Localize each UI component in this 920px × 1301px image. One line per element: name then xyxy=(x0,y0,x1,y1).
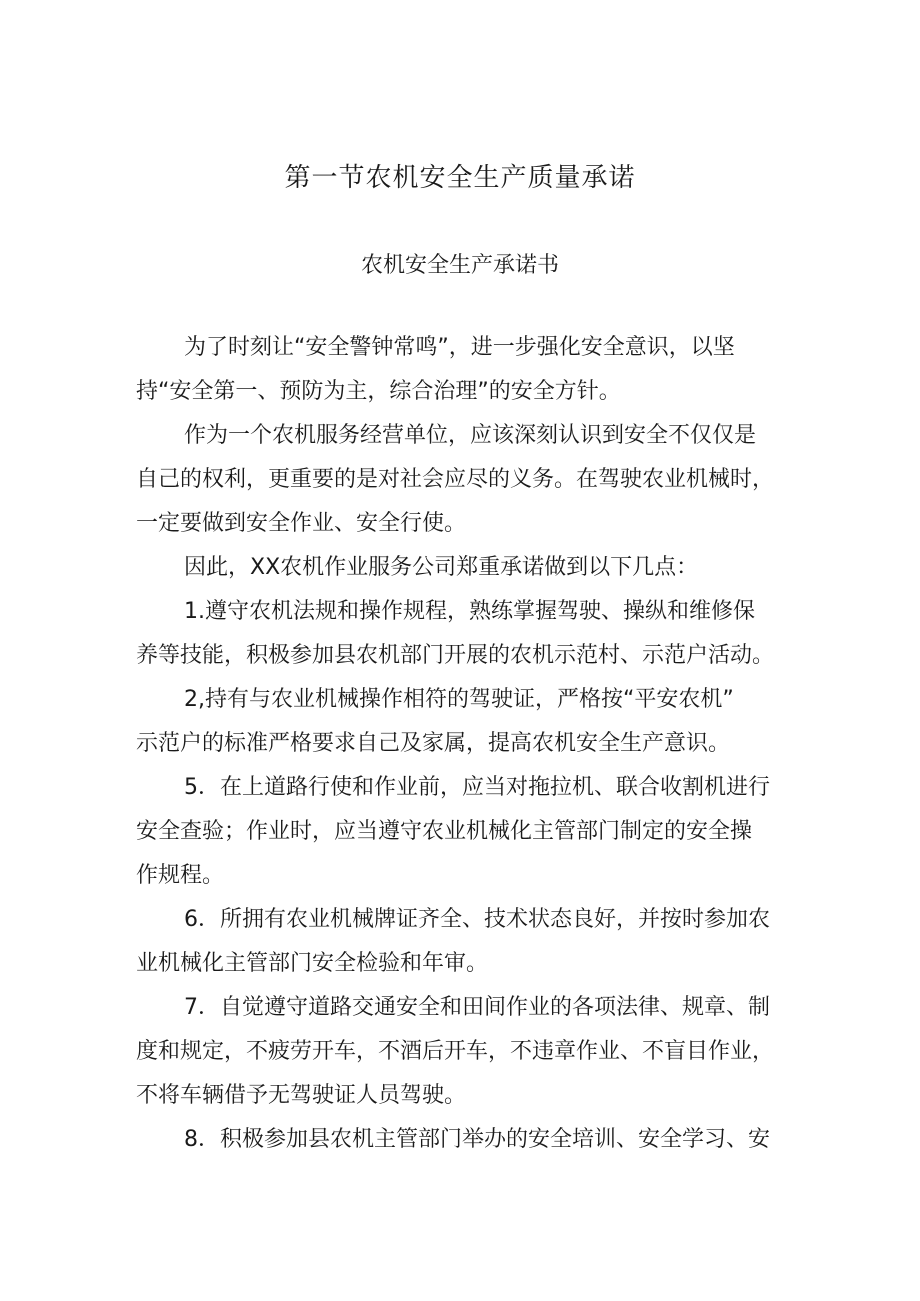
page-subtitle: 农机安全生产承诺书 xyxy=(360,253,559,278)
body-line: 一定要做到安全作业、安全行使。 xyxy=(136,511,467,536)
body-line: 业机械化主管部门安全检验和年审。 xyxy=(136,951,489,976)
page-title: 第一节农机安全生产质量承诺 xyxy=(284,163,636,193)
body-line: 作规程。 xyxy=(136,863,225,888)
body-line: 为了时刻让“安全警钟常鸣”，进一步强化安全意识，以坚 xyxy=(184,335,735,360)
body-line: 持“安全第一、预防为主，综合治理”的安全方针。 xyxy=(136,379,621,404)
body-line: 示范户的标准严格要求自己及家属，提高农机安全生产意识。 xyxy=(136,731,731,756)
body-line: 不将车辆借予无驾驶证人员驾驶。 xyxy=(136,1083,467,1108)
body-line: 因此，XX农机作业服务公司郑重承诺做到以下几点： xyxy=(184,555,699,580)
body-line: 安全查验；作业时，应当遵守农业机械化主管部门制定的安全操 xyxy=(136,819,753,844)
body-line: 5．在上道路行使和作业前，应当对拖拉机、联合收割机进行 xyxy=(184,775,770,800)
body-line: 作为一个农机服务经营单位，应该深刻认识到安全不仅仅是 xyxy=(184,423,757,448)
body-line: 6．所拥有农业机械牌证齐全、技术状态良好，并按时参加农 xyxy=(184,907,770,932)
body-line: 养等技能，积极参加县农机部门开展的农机示范村、示范户活动。 xyxy=(136,643,775,668)
body-line: 7．自觉遵守道路交通安全和田间作业的各项法律、规章、制 xyxy=(184,995,770,1020)
body-line: 1.遵守农机法规和操作规程，熟练掌握驾驶、操纵和维修保 xyxy=(184,599,755,624)
body-line: 2,持有与农业机械操作相符的驾驶证，严格按“平安农机” xyxy=(184,687,734,712)
body-line: 自己的权利，更重要的是对社会应尽的义务。在驾驶农业机械时， xyxy=(136,467,775,492)
body-line: 8．积极参加县农机主管部门举办的安全培训、安全学习、安 xyxy=(184,1127,770,1152)
body-line: 度和规定，不疲劳开车，不酒后开车，不违章作业、不盲目作业， xyxy=(136,1039,775,1064)
